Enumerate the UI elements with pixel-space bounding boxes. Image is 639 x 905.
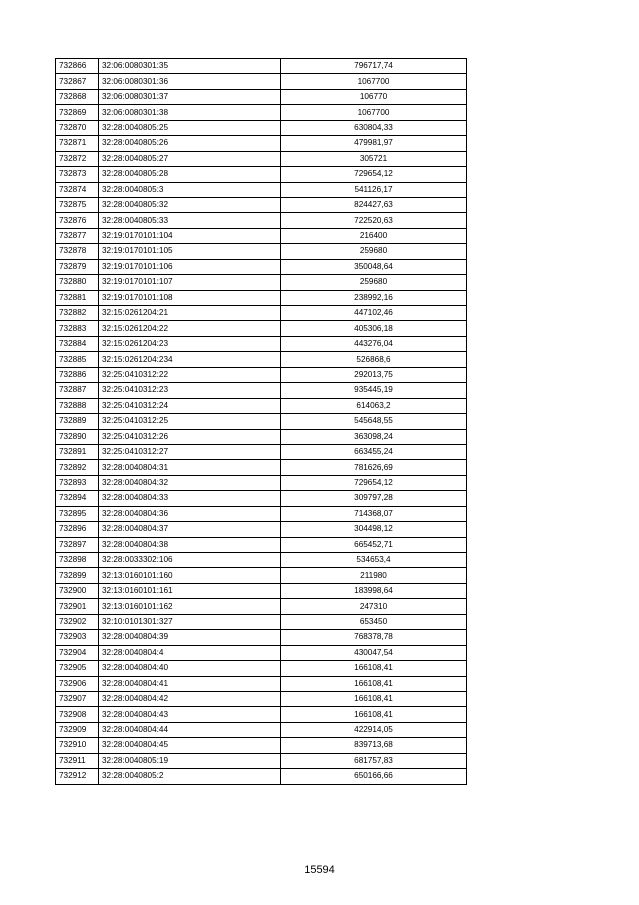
row-id-cell: 732899 — [56, 568, 99, 583]
row-id-cell: 732879 — [56, 259, 99, 274]
value-cell: 211980 — [281, 568, 467, 583]
row-id-cell: 732878 — [56, 244, 99, 259]
table-row — [56, 336, 467, 351]
page-number: 15594 — [304, 864, 335, 876]
row-id-cell: 732876 — [56, 213, 99, 228]
cadastral-number-cell: 32:28:0040804:38 — [99, 537, 281, 552]
table-row — [56, 383, 467, 398]
value-cell: 259680 — [281, 244, 467, 259]
table-row — [56, 306, 467, 321]
row-id-cell: 732870 — [56, 120, 99, 135]
table-row — [56, 630, 467, 645]
table-row — [56, 182, 467, 197]
cadastral-number-cell: 32:28:0040805:25 — [99, 120, 281, 135]
table-row — [56, 583, 467, 598]
row-id-cell: 732887 — [56, 383, 99, 398]
value-cell: 292013,75 — [281, 367, 467, 382]
value-cell: 304498,12 — [281, 522, 467, 537]
value-cell: 216400 — [281, 228, 467, 243]
cadastral-number-cell: 32:28:0040805:26 — [99, 136, 281, 151]
row-id-cell: 732875 — [56, 197, 99, 212]
cadastral-number-cell: 32:28:0040804:45 — [99, 738, 281, 753]
table-row — [56, 738, 467, 753]
value-cell: 183998,64 — [281, 583, 467, 598]
row-id-cell: 732889 — [56, 414, 99, 429]
value-cell: 166108,41 — [281, 707, 467, 722]
cadastral-number-cell: 32:19:0170101:107 — [99, 275, 281, 290]
table-row — [56, 645, 467, 660]
table-row — [56, 661, 467, 676]
cadastral-number-cell: 32:15:0261204:234 — [99, 352, 281, 367]
table-row — [56, 89, 467, 104]
value-cell: 541126,17 — [281, 182, 467, 197]
table-row — [56, 614, 467, 629]
cadastral-number-cell: 32:25:0410312:27 — [99, 444, 281, 459]
cadastral-number-cell: 32:28:0040805:32 — [99, 197, 281, 212]
table-row — [56, 537, 467, 552]
value-cell: 405306,18 — [281, 321, 467, 336]
row-id-cell: 732911 — [56, 753, 99, 768]
cadastral-number-cell: 32:28:0040804:39 — [99, 630, 281, 645]
value-cell: 614063,2 — [281, 398, 467, 413]
cadastral-number-cell: 32:19:0170101:104 — [99, 228, 281, 243]
cadastral-number-cell: 32:13:0160101:161 — [99, 583, 281, 598]
table-row — [56, 676, 467, 691]
value-cell: 447102,46 — [281, 306, 467, 321]
table-row — [56, 290, 467, 305]
cadastral-number-cell: 32:28:0040804:36 — [99, 506, 281, 521]
cadastral-number-cell: 32:13:0160101:160 — [99, 568, 281, 583]
row-id-cell: 732869 — [56, 105, 99, 120]
table-row — [56, 460, 467, 475]
table-row — [56, 136, 467, 151]
cadastral-number-cell: 32:15:0261204:21 — [99, 306, 281, 321]
cadastral-number-cell: 32:28:0040805:33 — [99, 213, 281, 228]
value-cell: 796717,74 — [281, 59, 467, 74]
table-row — [56, 167, 467, 182]
row-id-cell: 732895 — [56, 506, 99, 521]
table-row — [56, 367, 467, 382]
table-row — [56, 398, 467, 413]
cadastral-number-cell: 32:06:0080301:36 — [99, 74, 281, 89]
value-cell: 526868,6 — [281, 352, 467, 367]
cadastral-number-cell: 32:06:0080301:38 — [99, 105, 281, 120]
row-id-cell: 732892 — [56, 460, 99, 475]
value-cell: 166108,41 — [281, 661, 467, 676]
row-id-cell: 732882 — [56, 306, 99, 321]
cadastral-number-cell: 32:25:0410312:26 — [99, 429, 281, 444]
row-id-cell: 732901 — [56, 599, 99, 614]
table-row — [56, 259, 467, 274]
row-id-cell: 732908 — [56, 707, 99, 722]
row-id-cell: 732871 — [56, 136, 99, 151]
cadastral-number-cell: 32:15:0261204:22 — [99, 321, 281, 336]
table-row — [56, 707, 467, 722]
value-cell: 663455,24 — [281, 444, 467, 459]
value-cell: 722520,63 — [281, 213, 467, 228]
table-body — [56, 59, 467, 785]
row-id-cell: 732872 — [56, 151, 99, 166]
value-cell: 166108,41 — [281, 691, 467, 706]
table-row — [56, 275, 467, 290]
row-id-cell: 732880 — [56, 275, 99, 290]
table-row — [56, 414, 467, 429]
row-id-cell: 732910 — [56, 738, 99, 753]
value-cell: 839713,68 — [281, 738, 467, 753]
cadastral-number-cell: 32:28:0040804:37 — [99, 522, 281, 537]
cadastral-number-cell: 32:28:0040804:44 — [99, 722, 281, 737]
table-row — [56, 197, 467, 212]
value-cell: 534653,4 — [281, 553, 467, 568]
value-cell: 106770 — [281, 89, 467, 104]
value-cell: 630804,33 — [281, 120, 467, 135]
table-row — [56, 753, 467, 768]
cadastral-number-cell: 32:15:0261204:23 — [99, 336, 281, 351]
value-cell: 430047,54 — [281, 645, 467, 660]
row-id-cell: 732877 — [56, 228, 99, 243]
row-id-cell: 732874 — [56, 182, 99, 197]
value-cell: 729654,12 — [281, 167, 467, 182]
table-row — [56, 244, 467, 259]
cadastral-number-cell: 32:28:0040804:31 — [99, 460, 281, 475]
cadastral-number-cell: 32:28:0040804:41 — [99, 676, 281, 691]
value-cell: 714368,07 — [281, 506, 467, 521]
cadastral-value-table — [55, 58, 467, 785]
table-row — [56, 74, 467, 89]
cadastral-number-cell: 32:28:0040804:40 — [99, 661, 281, 676]
row-id-cell: 732903 — [56, 630, 99, 645]
row-id-cell: 732866 — [56, 59, 99, 74]
cadastral-number-cell: 32:28:0040804:32 — [99, 475, 281, 490]
table-row — [56, 59, 467, 74]
value-cell: 665452,71 — [281, 537, 467, 552]
row-id-cell: 732909 — [56, 722, 99, 737]
table-row — [56, 599, 467, 614]
table-row — [56, 553, 467, 568]
cadastral-number-cell: 32:25:0410312:23 — [99, 383, 281, 398]
table-row — [56, 321, 467, 336]
table-row — [56, 522, 467, 537]
value-cell: 305721 — [281, 151, 467, 166]
value-cell: 1067700 — [281, 74, 467, 89]
value-cell: 309797,28 — [281, 491, 467, 506]
row-id-cell: 732907 — [56, 691, 99, 706]
cadastral-number-cell: 32:10:0101301:327 — [99, 614, 281, 629]
value-cell: 247310 — [281, 599, 467, 614]
cadastral-number-cell: 32:28:0040805:19 — [99, 753, 281, 768]
table-row — [56, 475, 467, 490]
cadastral-number-cell: 32:25:0410312:24 — [99, 398, 281, 413]
cadastral-number-cell: 32:06:0080301:35 — [99, 59, 281, 74]
row-id-cell: 732873 — [56, 167, 99, 182]
table-row — [56, 568, 467, 583]
row-id-cell: 732902 — [56, 614, 99, 629]
value-cell: 350048,64 — [281, 259, 467, 274]
table-row — [56, 105, 467, 120]
table-row — [56, 506, 467, 521]
table-row — [56, 120, 467, 135]
row-id-cell: 732883 — [56, 321, 99, 336]
row-id-cell: 732890 — [56, 429, 99, 444]
table-row — [56, 429, 467, 444]
row-id-cell: 732896 — [56, 522, 99, 537]
row-id-cell: 732881 — [56, 290, 99, 305]
row-id-cell: 732906 — [56, 676, 99, 691]
row-id-cell: 732888 — [56, 398, 99, 413]
row-id-cell: 732885 — [56, 352, 99, 367]
row-id-cell: 732898 — [56, 553, 99, 568]
value-cell: 166108,41 — [281, 676, 467, 691]
table-row — [56, 691, 467, 706]
table-row — [56, 151, 467, 166]
value-cell: 238992,16 — [281, 290, 467, 305]
cadastral-number-cell: 32:25:0410312:22 — [99, 367, 281, 382]
value-cell: 681757,83 — [281, 753, 467, 768]
row-id-cell: 732867 — [56, 74, 99, 89]
value-cell: 781626,69 — [281, 460, 467, 475]
cadastral-number-cell: 32:19:0170101:108 — [99, 290, 281, 305]
cadastral-number-cell: 32:28:0040805:28 — [99, 167, 281, 182]
value-cell: 443276,04 — [281, 336, 467, 351]
value-cell: 650166,66 — [281, 769, 467, 784]
value-cell: 545648,55 — [281, 414, 467, 429]
cadastral-number-cell: 32:28:0040804:4 — [99, 645, 281, 660]
row-id-cell: 732904 — [56, 645, 99, 660]
cadastral-number-cell: 32:19:0170101:106 — [99, 259, 281, 274]
cadastral-number-cell: 32:28:0040804:33 — [99, 491, 281, 506]
value-cell: 935445,19 — [281, 383, 467, 398]
table-row — [56, 444, 467, 459]
table-row — [56, 491, 467, 506]
row-id-cell: 732900 — [56, 583, 99, 598]
cadastral-number-cell: 32:19:0170101:105 — [99, 244, 281, 259]
cadastral-number-cell: 32:13:0160101:162 — [99, 599, 281, 614]
cadastral-number-cell: 32:28:0040805:2 — [99, 769, 281, 784]
table-row — [56, 228, 467, 243]
value-cell: 729654,12 — [281, 475, 467, 490]
cadastral-number-cell: 32:28:0040804:42 — [99, 691, 281, 706]
row-id-cell: 732897 — [56, 537, 99, 552]
row-id-cell: 732893 — [56, 475, 99, 490]
table-row — [56, 769, 467, 784]
table-row — [56, 352, 467, 367]
table-row — [56, 213, 467, 228]
cadastral-number-cell: 32:25:0410312:25 — [99, 414, 281, 429]
value-cell: 768378,78 — [281, 630, 467, 645]
row-id-cell: 732884 — [56, 336, 99, 351]
row-id-cell: 732894 — [56, 491, 99, 506]
row-id-cell: 732905 — [56, 661, 99, 676]
cadastral-number-cell: 32:28:0040805:3 — [99, 182, 281, 197]
cadastral-number-cell: 32:06:0080301:37 — [99, 89, 281, 104]
value-cell: 422914,05 — [281, 722, 467, 737]
row-id-cell: 732868 — [56, 89, 99, 104]
cadastral-number-cell: 32:28:0040804:43 — [99, 707, 281, 722]
value-cell: 479981,97 — [281, 136, 467, 151]
table-row — [56, 722, 467, 737]
row-id-cell: 732886 — [56, 367, 99, 382]
value-cell: 653450 — [281, 614, 467, 629]
value-cell: 1067700 — [281, 105, 467, 120]
cadastral-number-cell: 32:28:0033302:106 — [99, 553, 281, 568]
row-id-cell: 732912 — [56, 769, 99, 784]
value-cell: 824427,63 — [281, 197, 467, 212]
value-cell: 363098,24 — [281, 429, 467, 444]
cadastral-number-cell: 32:28:0040805:27 — [99, 151, 281, 166]
value-cell: 259680 — [281, 275, 467, 290]
row-id-cell: 732891 — [56, 444, 99, 459]
